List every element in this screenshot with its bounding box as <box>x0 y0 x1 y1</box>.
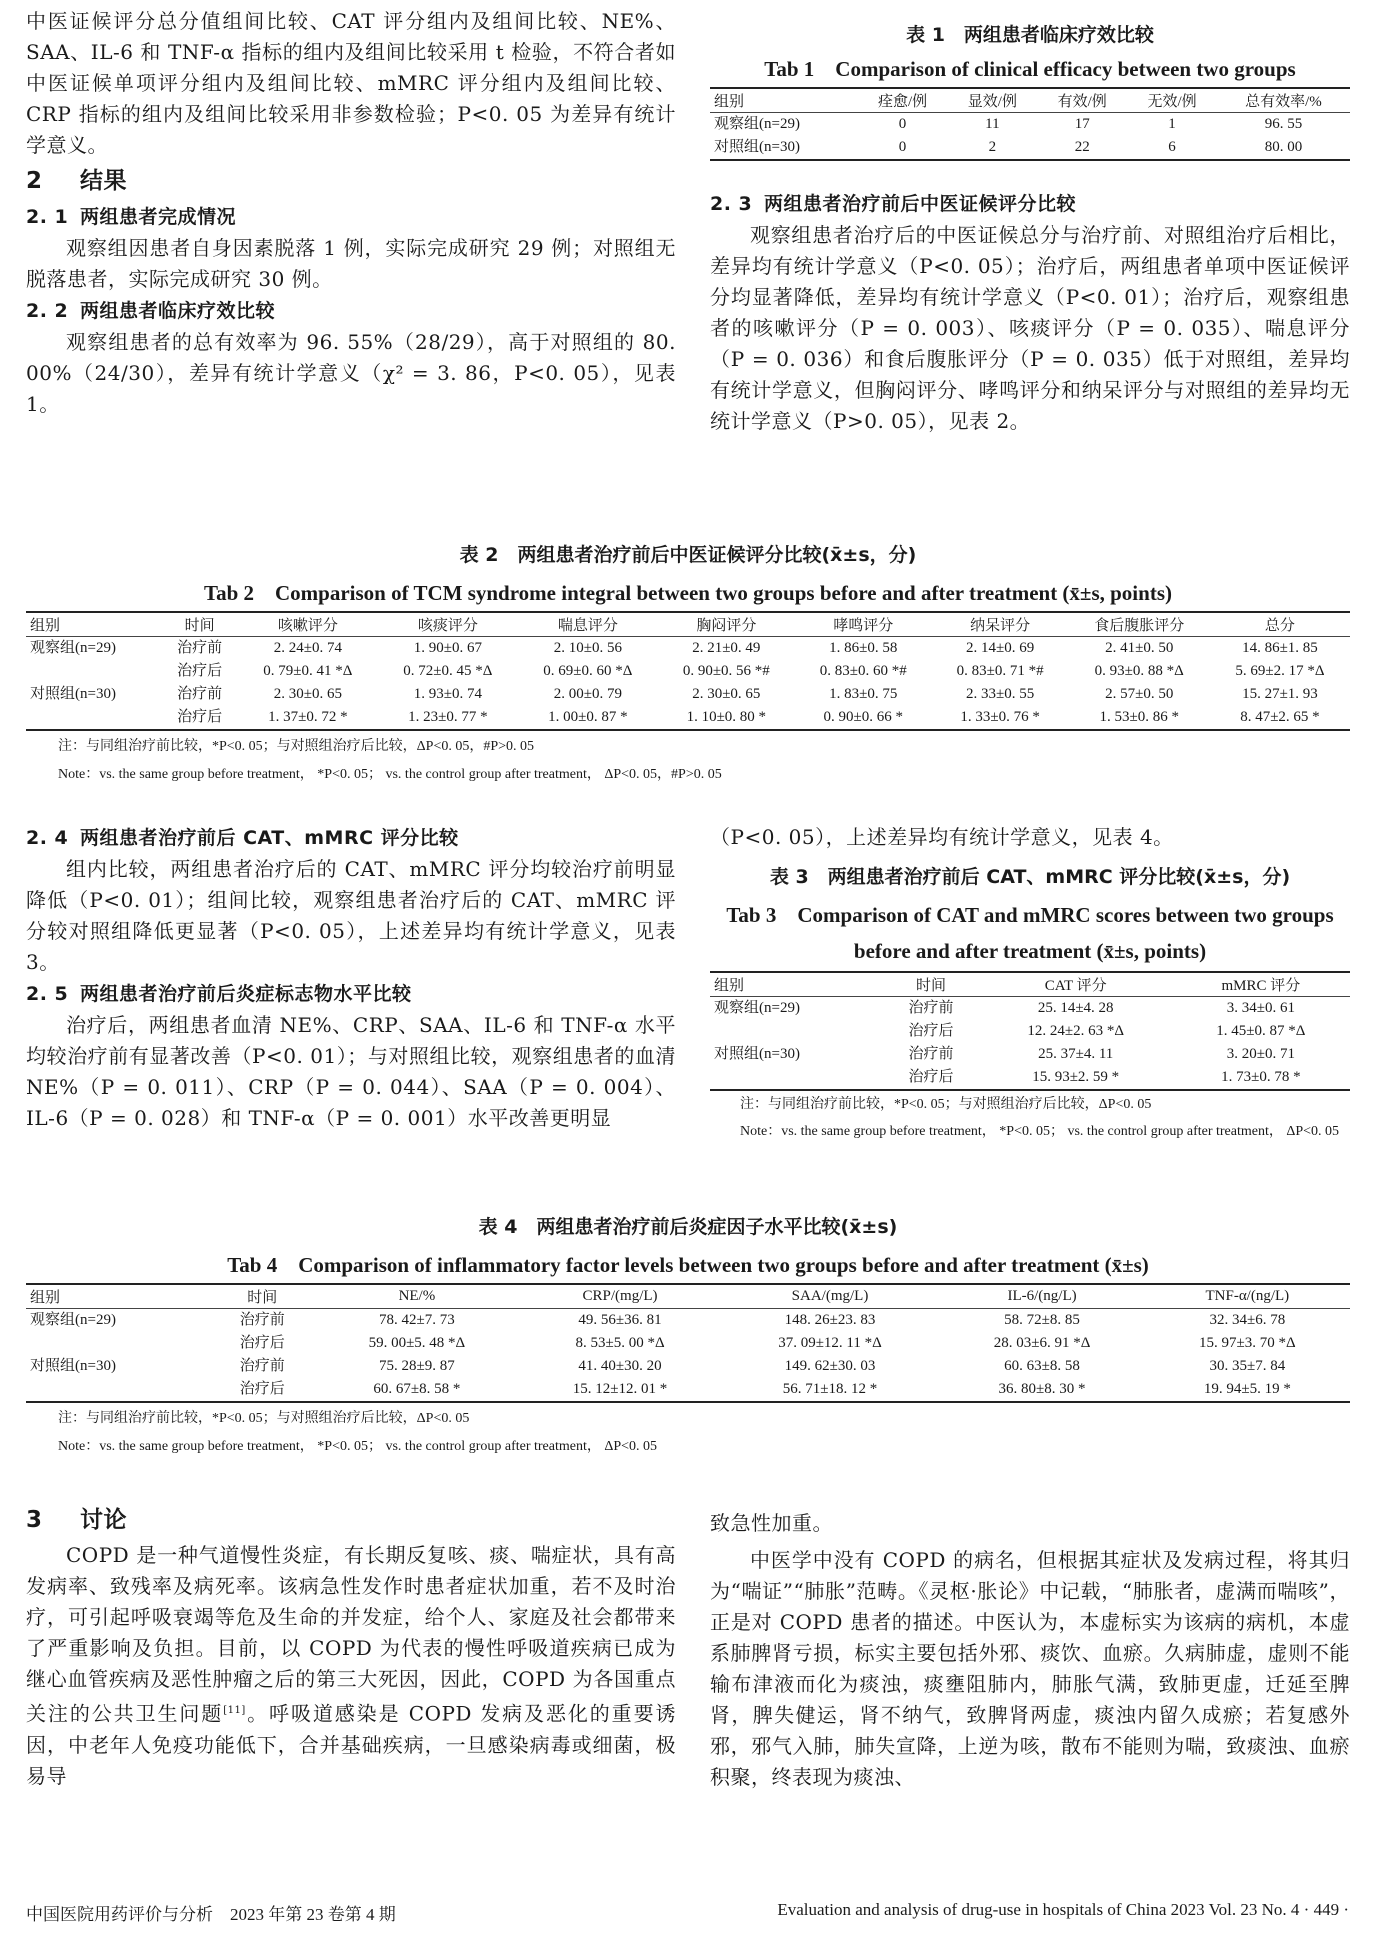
table-row <box>710 1043 1350 1066</box>
table-cell: 0. 83±0. 60 *# <box>819 663 907 679</box>
table-3-note-cn: 注：与同组治疗前比较，*P<0. 05；与对照组治疗后比较，ΔP<0. 05 <box>740 1097 1152 1112</box>
table-cell: 60. 63±8. 58 <box>1004 1358 1080 1374</box>
table-4-header-row <box>26 1284 1350 1309</box>
table-cell: 2. 10±0. 56 <box>553 640 622 656</box>
table-row <box>710 1020 1350 1043</box>
footer-journal-en: Evaluation and analysis of drug-use in hospitals of China 2023 Vol. 23 No. 4 · 449 · <box>777 1900 1349 1919</box>
table-3-header-row <box>710 972 1350 997</box>
table-4-note-cn: 注：与同组治疗前比较，*P<0. 05；与对照组治疗后比较，ΔP<0. 05 <box>58 1411 470 1426</box>
table-cell: 0. 90±0. 56 *# <box>682 663 770 679</box>
table-cell: 17 <box>1074 116 1090 132</box>
table-cell: 1. 37±0. 72 * <box>268 709 348 725</box>
table-cell: 58. 72±8. 85 <box>1004 1312 1080 1328</box>
table-cell: 36. 80±8. 30 * <box>998 1381 1086 1397</box>
table-cell: 1. 33±0. 76 * <box>960 709 1040 725</box>
table-cell: 25. 14±4. 28 <box>1037 1000 1114 1016</box>
table-cell: 11 <box>985 116 1000 132</box>
table-cell: 12. 24±2. 63 *Δ <box>1027 1023 1125 1039</box>
table-cell: 1. 53±0. 86 * <box>1099 709 1179 725</box>
table-cell: 1. 83±0. 75 <box>829 686 898 702</box>
table-cell: 2. 30±0. 65 <box>692 686 761 702</box>
section-2-2-heading: 2. 2 两组患者临床疗效比较 <box>26 300 276 322</box>
table-cell: 1 <box>1168 116 1176 132</box>
column-header: mMRC 评分 <box>1172 972 1350 997</box>
column-header: NE/% <box>314 1284 519 1309</box>
table-cell: 1. 00±0. 87 * <box>548 709 628 725</box>
table-cell: 5. 69±2. 17 *Δ <box>1235 663 1325 679</box>
discussion-paragraph-2: 中医学中没有 COPD 的病名，但根据其症状及发病过程，将其归为“喘证”“肺胀”范畴。《灵枢·胀论》中记载，“肺胀者，虚满而喘咳”，正是对 COPD 患者的描述。中医认为，本虚标实为该病的病机，本虚系肺脾肾亏损，标实主要包括外邪、痰饮、血瘀。久病肺虚，虚则不能输布津液而化为痰浊，痰壅阻肺内，肺胀气满，致肺更虚，迁延至脾肾，脾失健运，肾不纳气，致脾肾两虚，痰浊内留久成瘀；若复感外邪，邪气入肺，肺失宣降，上逆为咳，散布不能则为喘，致痰浊、血瘀积聚，终表现为痰浊、 <box>710 1548 1350 1789</box>
column-header: 组别 <box>710 972 882 997</box>
column-header: 咳痰评分 <box>378 612 518 637</box>
table-cell: 2. 57±0. 50 <box>1105 686 1174 702</box>
table-cell: 2. 21±0. 49 <box>692 640 761 656</box>
table-cell: 37. 09±12. 11 *Δ <box>778 1335 882 1351</box>
table-cell: 观察组(n=29) <box>714 116 800 132</box>
column-header: 无效/例 <box>1127 88 1217 113</box>
table-3 <box>710 971 1350 1091</box>
table-cell: 30. 35±7. 84 <box>1209 1358 1286 1374</box>
table-cell: 96. 55 <box>1264 116 1303 132</box>
column-header: 组别 <box>26 1284 210 1309</box>
discussion-right <box>710 1508 1350 1793</box>
table-cell: 15. 97±3. 70 *Δ <box>1199 1335 1296 1351</box>
table-cell: 观察组(n=29) <box>714 1000 800 1016</box>
table-1-header-row <box>710 88 1350 113</box>
footer-journal-cn: 中国医院用药评价与分析 2023 年第 23 卷第 4 期 <box>26 1905 396 1924</box>
table-cell: 0. 79±0. 41 *Δ <box>263 663 353 679</box>
table-row <box>710 113 1350 137</box>
table-cell: 治疗后 <box>177 709 223 725</box>
table-cell: 2. 30±0. 65 <box>273 686 342 702</box>
table-cell: 对照组(n=30) <box>714 139 800 155</box>
table-cell <box>26 660 161 683</box>
table-row <box>26 683 1350 706</box>
table-cell: 2 <box>988 139 997 155</box>
table-cell: 148. 26±23. 83 <box>784 1312 876 1328</box>
table-cell: 3. 20±0. 71 <box>1226 1046 1295 1062</box>
table-cell: 2. 24±0. 74 <box>273 640 342 656</box>
column-header: 咳嗽评分 <box>238 612 378 637</box>
table-cell: 治疗后 <box>239 1335 285 1351</box>
table-2-caption-en: Tab 2 Comparison of TCM syndrome integral between two groups before and after treatment (x̄±s, points) <box>204 581 1172 605</box>
table-cell: 治疗前 <box>239 1312 285 1328</box>
table-cell: 32. 34±6. 78 <box>1209 1312 1286 1328</box>
section-2-5-continuation: （P<0. 05），上述差异均有统计学意义，见表 4。 <box>710 825 1174 849</box>
column-header: 哮鸣评分 <box>795 612 932 637</box>
table-row <box>26 1355 1350 1378</box>
table-cell: 治疗后 <box>239 1381 285 1397</box>
left-column-top <box>26 6 676 420</box>
table-3-block <box>710 862 1350 1145</box>
table-cell <box>710 1020 882 1043</box>
column-header: SAA/(mg/L) <box>721 1284 940 1309</box>
right-column-middle <box>710 822 1350 853</box>
table-cell: 22 <box>1074 139 1090 155</box>
table-row <box>710 136 1350 160</box>
section-2-3-heading: 2. 3 两组患者治疗前后中医证候评分比较 <box>710 193 1077 215</box>
table-cell: 6 <box>1168 139 1176 155</box>
table-2-note-cn: 注：与同组治疗前比较，*P<0. 05；与对照组治疗后比较，ΔP<0. 05，#P>0. 05 <box>58 739 535 754</box>
table-cell: 78. 42±7. 73 <box>379 1312 455 1328</box>
column-header: 食后腹胀评分 <box>1069 612 1210 637</box>
table-cell: 0. 83±0. 71 *# <box>956 663 1044 679</box>
table-cell: 2. 00±0. 79 <box>553 686 622 702</box>
discussion-left <box>26 1500 676 1792</box>
table-cell: 1. 86±0. 58 <box>829 640 898 656</box>
table-1-caption-en: Tab 1 Comparison of clinical efficacy between two groups <box>764 57 1296 81</box>
column-header: 总有效率/% <box>1217 88 1350 113</box>
table-2-note-en: Note：vs. the same group before treatment， *P<0. 05； vs. the control group after treatment， ΔP<0. 05，#P>0. 05 <box>58 767 722 782</box>
table-cell: 1. 45±0. 87 *Δ <box>1216 1023 1306 1039</box>
table-cell: 75. 28±9. 87 <box>379 1358 455 1374</box>
table-cell: 治疗前 <box>908 1046 954 1062</box>
table-cell: 1. 93±0. 74 <box>413 686 482 702</box>
table-3-note-en: Note：vs. the same group before treatment， *P<0. 05； vs. the control group after treatment， ΔP<0. 05 <box>740 1124 1340 1139</box>
column-header: IL-6/(ng/L) <box>939 1284 1144 1309</box>
section-2-5-heading: 2. 5 两组患者治疗前后炎症标志物水平比较 <box>26 983 412 1005</box>
table-1-block <box>710 20 1350 161</box>
table-row <box>710 997 1350 1021</box>
table-cell <box>710 1066 882 1090</box>
table-cell: 治疗前 <box>908 1000 954 1016</box>
table-4-block <box>26 1212 1350 1461</box>
column-header: 纳呆评分 <box>932 612 1069 637</box>
table-2-caption-cn: 表 2 两组患者治疗前后中医证候评分比较(x̄±s，分) <box>459 544 917 566</box>
table-cell: 治疗后 <box>908 1069 954 1085</box>
table-cell: 治疗后 <box>908 1023 954 1039</box>
table-cell: 0 <box>898 116 907 132</box>
table-4 <box>26 1283 1350 1403</box>
column-header: 时间 <box>161 612 237 637</box>
table-cell: 0. 72±0. 45 *Δ <box>403 663 493 679</box>
table-row <box>26 637 1350 661</box>
table-cell: 8. 47±2. 65 * <box>1240 709 1320 725</box>
table-3-caption-cn: 表 3 两组患者治疗前后 CAT、mMRC 评分比较(x̄±s，分) <box>769 866 1291 888</box>
table-cell: 25. 37±4. 11 <box>1038 1046 1114 1062</box>
table-cell: 对照组(n=30) <box>30 686 116 702</box>
table-4-note-en: Note：vs. the same group before treatment， *P<0. 05； vs. the control group after treatment， ΔP<0. 05 <box>58 1439 658 1454</box>
table-cell <box>26 706 161 730</box>
table-cell: 1. 23±0. 77 * <box>408 709 488 725</box>
column-header: 有效/例 <box>1037 88 1127 113</box>
table-3-caption-en: Tab 3 Comparison of CAT and mMRC scores between two groups before and after treatment (x̄±s, points) <box>726 903 1334 963</box>
table-cell: 49. 56±36. 81 <box>578 1312 662 1328</box>
table-cell: 60. 67±8. 58 * <box>373 1381 461 1397</box>
section-2-4-text: 组内比较，两组患者治疗后的 CAT、mMRC 评分均较治疗前明显降低（P<0. 01）；组间比较，观察组患者治疗后的 CAT、mMRC 评分较对照组降低更显著（P<0. 05），上述差异均有统计学意义，见表 3。 <box>26 857 676 974</box>
section-2-heading: 2 结果 <box>26 168 127 194</box>
column-header: 胸闷评分 <box>658 612 795 637</box>
column-header: 组别 <box>26 612 161 637</box>
table-cell: 14. 86±1. 85 <box>1242 640 1318 656</box>
discussion-continuation: 致急性加重。 <box>710 1511 833 1535</box>
table-cell: 观察组(n=29) <box>30 640 116 656</box>
table-cell: 0. 93±0. 88 *Δ <box>1094 663 1184 679</box>
table-row <box>26 706 1350 730</box>
section-2-4-heading: 2. 4 两组患者治疗前后 CAT、mMRC 评分比较 <box>26 827 459 849</box>
methods-paragraph: 中医证候评分总分值组间比较、CAT 评分组内及组间比较、NE%、SAA、IL-6 和 TNF-α 指标的组内及组间比较采用 t 检验，不符合者如中医证候单项评分组内及组间比较、mMRC 评分组内及组间比较、CRP 指标的组内及组间比较采用非参数检验；P<0. 05 为差异有统计学意义。 <box>26 9 676 157</box>
table-cell: 2. 41±0. 50 <box>1105 640 1174 656</box>
column-header: 时间 <box>210 1284 314 1309</box>
table-cell: 观察组(n=29) <box>30 1312 116 1328</box>
table-1-caption-cn: 表 1 两组患者临床疗效比较 <box>906 24 1154 46</box>
table-2 <box>26 611 1350 731</box>
discussion-paragraph-1: COPD 是一种气道慢性炎症，有长期反复咳、痰、喘症状，具有高发病率、致残率及病死率。该病急性发作时患者症状加重，若不及时治疗，可引起呼吸衰竭等危及生命的并发症，给个人、家庭及社会都带来了严重影响及负担。目前，以 COPD 为代表的慢性呼吸道疾病已成为继心血管疾病及恶性肿瘤之后的第三大死因，因此，COPD 为各国重点关注的公共卫生问题[11]。呼吸道感染是 COPD 发病及恶化的重要诱因，中老年人免疫功能低下，合并基础疾病，一旦感染病毒或细菌，极易导 <box>26 1543 676 1788</box>
column-header: 显效/例 <box>947 88 1037 113</box>
column-header: CRP/(mg/L) <box>520 1284 721 1309</box>
table-cell: 治疗后 <box>177 663 223 679</box>
table-cell: 0. 90±0. 66 * <box>823 709 903 725</box>
table-row <box>710 1066 1350 1090</box>
table-cell: 1. 90±0. 67 <box>413 640 482 656</box>
table-cell: 3. 34±0. 61 <box>1226 1000 1295 1016</box>
table-cell: 2. 33±0. 55 <box>966 686 1035 702</box>
table-cell: 治疗前 <box>177 640 223 656</box>
table-cell: 80. 00 <box>1264 139 1303 155</box>
column-header: 痊愈/例 <box>858 88 948 113</box>
column-header: 时间 <box>882 972 979 997</box>
table-cell: 0. 69±0. 60 *Δ <box>543 663 633 679</box>
column-header: 总分 <box>1210 612 1350 637</box>
section-2-1-text: 观察组因患者自身因素脱落 1 例，实际完成研究 29 例；对照组无脱落患者，实际完成研究 30 例。 <box>26 236 676 291</box>
table-cell: 19. 94±5. 19 * <box>1203 1381 1291 1397</box>
table-cell: 28. 03±6. 91 *Δ <box>993 1335 1091 1351</box>
table-cell: 1. 73±0. 78 * <box>1221 1069 1301 1085</box>
table-1 <box>710 87 1350 161</box>
table-cell: 15. 12±12. 01 * <box>572 1381 668 1397</box>
right-column-top <box>710 188 1350 437</box>
table-row <box>26 1332 1350 1355</box>
table-cell: 1. 10±0. 80 * <box>686 709 767 725</box>
table-cell <box>26 1332 210 1355</box>
table-cell: 149. 62±30. 03 <box>784 1358 876 1374</box>
left-column-middle <box>26 822 676 1134</box>
citation-ref: [11] <box>223 1705 246 1716</box>
section-3-heading: 3 讨论 <box>26 1507 127 1533</box>
table-4-caption-en: Tab 4 Comparison of inflammatory factor levels between two groups before and after treatment (x̄±s) <box>227 1253 1149 1277</box>
section-2-2-text: 观察组患者的总有效率为 96. 55%（28/29），高于对照组的 80. 00%（24/30），差异有统计学意义（χ² = 3. 86，P<0. 05），见表 1。 <box>26 330 676 416</box>
table-cell: 对照组(n=30) <box>30 1358 116 1374</box>
table-cell: 0 <box>898 139 907 155</box>
table-2-block <box>26 540 1350 789</box>
table-4-caption-cn: 表 4 两组患者治疗前后炎症因子水平比较(x̄±s) <box>478 1216 898 1238</box>
table-cell: 41. 40±30. 20 <box>578 1358 662 1374</box>
table-cell: 对照组(n=30) <box>714 1046 800 1062</box>
table-cell: 8. 53±5. 00 *Δ <box>575 1335 665 1351</box>
table-cell: 2. 14±0. 69 <box>966 640 1035 656</box>
section-2-5-text: 治疗后，两组患者血清 NE%、CRP、SAA、IL-6 和 TNF-α 水平均较治疗前有显著改善（P<0. 01）；与对照组比较，观察组患者的血清 NE%（P = 0. 011）、CRP（P = 0. 044）、SAA（P = 0. 004）、IL-6（P = 0. 028）和 TNF-α（P = 0. 001）水平改善更明显 <box>26 1013 676 1130</box>
table-row <box>26 1309 1350 1333</box>
column-header: TNF-α/(ng/L) <box>1145 1284 1350 1309</box>
table-cell: 15. 93±2. 59 * <box>1032 1069 1120 1085</box>
table-row <box>26 1378 1350 1402</box>
table-cell: 56. 71±18. 12 * <box>782 1381 878 1397</box>
table-cell: 治疗前 <box>239 1358 285 1374</box>
table-2-header-row <box>26 612 1350 637</box>
section-2-1-heading: 2. 1 两组患者完成情况 <box>26 206 237 228</box>
table-cell <box>26 1378 210 1402</box>
table-row <box>26 660 1350 683</box>
column-header: CAT 评分 <box>980 972 1172 997</box>
column-header: 喘息评分 <box>518 612 658 637</box>
table-cell: 59. 00±5. 48 *Δ <box>368 1335 466 1351</box>
table-cell: 治疗前 <box>177 686 223 702</box>
column-header: 组别 <box>710 88 858 113</box>
section-2-3-text: 观察组患者治疗后的中医证候总分与治疗前、对照组治疗后相比，差异均有统计学意义（P<0. 05）；治疗后，两组患者单项中医证候评分均显著降低，差异均有统计学意义（P<0. 01）；治疗后，观察组患者的咳嗽评分（P = 0. 003）、咳痰评分（P = 0. 035）、喘息评分（P = 0. 036）和食后腹胀评分（P = 0. 035）低于对照组，差异均有统计学意义，但胸闷评分、哮鸣评分和纳呆评分与对照组的差异均无统计学意义（P>0. 05），见表 2。 <box>710 223 1350 433</box>
table-cell: 15. 27±1. 93 <box>1242 686 1318 702</box>
